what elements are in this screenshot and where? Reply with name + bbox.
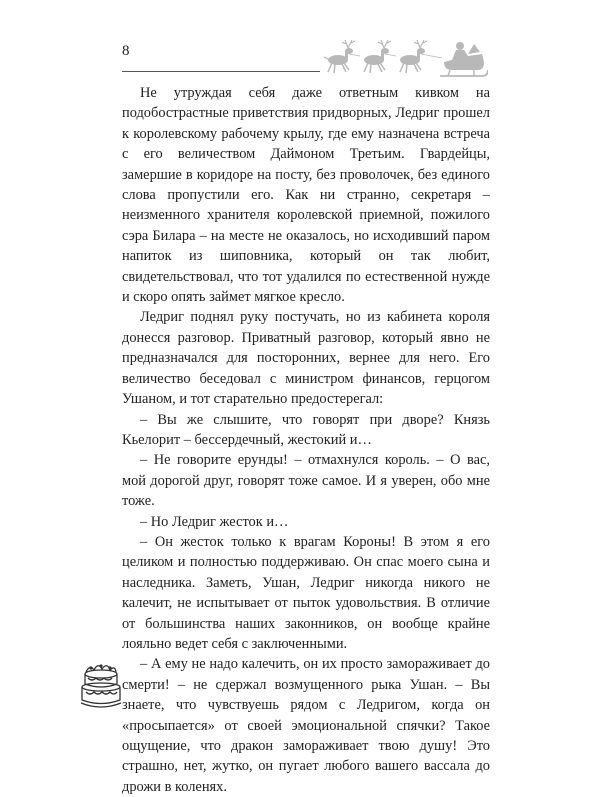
header-rule: [122, 71, 320, 72]
page-number: 8: [122, 43, 130, 59]
paragraph: Ледриг поднял руку постучать, но из кабинета короля донесся разговор. Приватный разговор, который явно не предназначался для посторонних, вернее для него. Его величество беседовал с министром финансов, герцогом Ушаном, и тот старательно предостерегал:: [122, 309, 490, 408]
paragraph: – А ему не надо калечить, он их просто замораживает до смерти! – не сдержал возмущенного рыка Ушан. – Вы знаете, что чувствуешь рядом с Ледригом, когда он «просыпается» от своей эмоциональной спячки? Такое ощущение, что дракон замораживает твою душу! Это страшно, нет, жутко, он пугает любого вашего вассала до дрожи в коленях.: [122, 656, 490, 795]
body-text: [122, 83, 490, 797]
paragraph: – Но Ледриг жесток и…: [140, 513, 289, 530]
page-header: [0, 0, 600, 80]
reindeer-sleigh-icon: [320, 34, 488, 78]
paragraph: – Вы же слышите, что говорят при дворе? Князь Кьелорит – бессердечный, жестокий и…: [122, 411, 490, 448]
paragraph: Не утруждая себя даже ответным кивком на подобострастные приветствия придворных, Ледриг прошел к королевскому рабочему крылу, где ему назначена встреча с его величеством Даймоном Третьим. Гвардейцы, замершие в коридоре на посту, без проволочек, без единого слова пропустили его. Как ни странно, секретаря – неизменного хранителя королевской приемной, пожилого сэра Билара – на месте не оказалось, но исходивший паром напиток из шиповника, который он так любит, свидетельствовал, что тот удалился по естественной нужде и скоро опять займет мягкое кресло.: [122, 85, 490, 306]
paragraph: – Не говорите ерунды! – отмахнулся король. – О вас, мой дорогой друг, говорят тоже самое. И я уверен, обо мне тоже.: [122, 452, 490, 510]
cake-icon: [80, 660, 122, 712]
paragraph: – Он жесток только к врагам Короны! В этом я его целиком и полностью поддерживаю. Он спас моего сына и наследника. Заметь, Ушан, Ледриг никогда никого не калечит, не испытывает от пыток удовольствия. В отличие от большинства наших законников, он вообще крайне лояльно ведет себя с заключенными.: [122, 533, 490, 652]
